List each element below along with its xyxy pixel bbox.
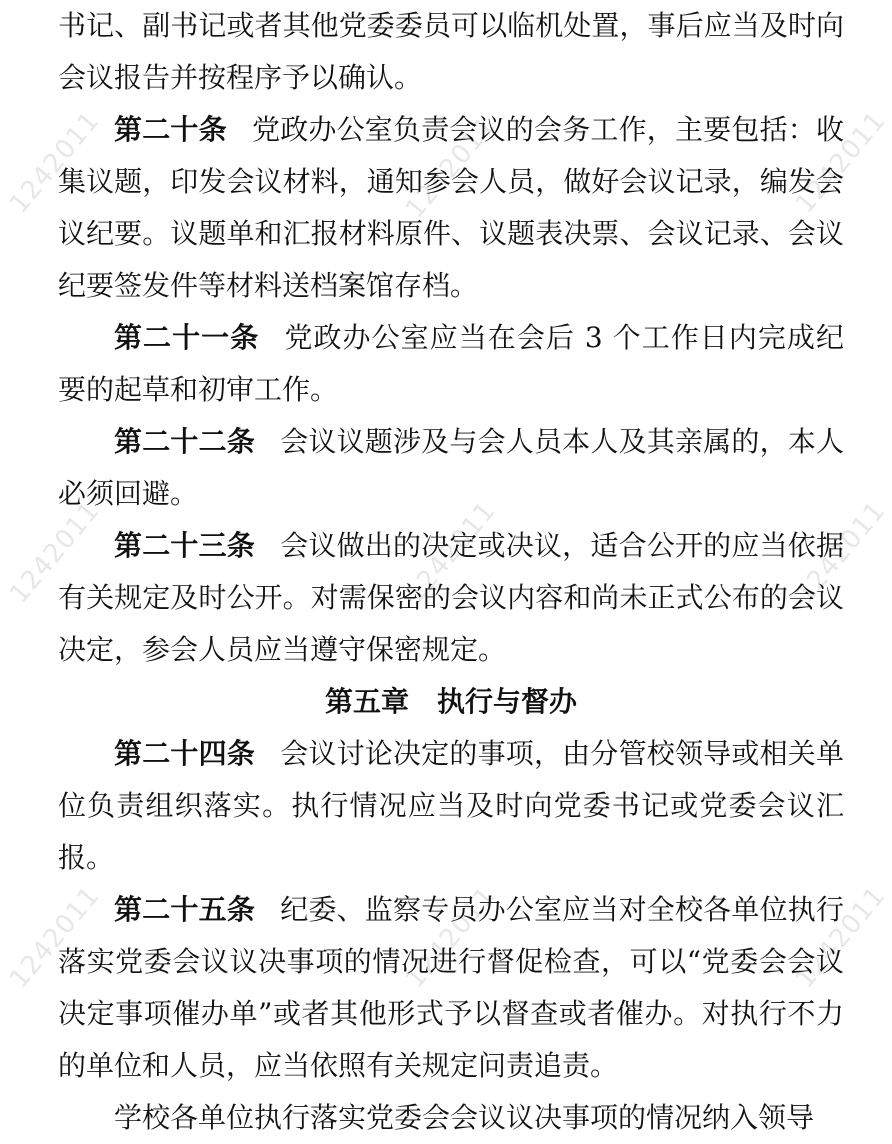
paragraph-continuation bbox=[58, 0, 844, 104]
watermark: 1242011 bbox=[790, 495, 892, 610]
article-number: 第二十一条 bbox=[114, 321, 260, 354]
paragraph-text: 会议讨论决定的事项，由分管校领导或相关单位负责组织落实。执行情况应当及时向党委书记或党委会议汇报。 bbox=[58, 737, 844, 874]
article-number: 第二十二条 bbox=[114, 425, 255, 458]
article-24 bbox=[58, 728, 844, 884]
article-number: 第二十四条 bbox=[114, 737, 255, 770]
watermark: 1242011 bbox=[790, 880, 892, 995]
article-number: 第二十条 bbox=[114, 113, 227, 146]
article-number: 第二十五条 bbox=[114, 893, 255, 926]
paragraph-text: 书记、副书记或者其他党委委员可以临机处置，事后应当及时向会议报告并按程序予以确认。 bbox=[58, 9, 844, 94]
article-20 bbox=[58, 104, 844, 312]
watermark: 1242011 bbox=[4, 105, 106, 220]
chapter-heading: 第五章 执行与督办 bbox=[324, 685, 577, 718]
watermark: 1242011 bbox=[400, 495, 502, 610]
article-21 bbox=[58, 312, 844, 416]
watermark: 1242011 bbox=[4, 880, 106, 995]
paragraph-text: 党政办公室应当在会后 3 个工作日内完成纪要的起草和初审工作。 bbox=[58, 321, 844, 406]
article-number: 第二十三条 bbox=[114, 529, 255, 562]
article-23 bbox=[58, 520, 844, 676]
article-22 bbox=[58, 416, 844, 520]
paragraph-text: 会议议题涉及与会人员本人及其亲属的，本人必须回避。 bbox=[58, 425, 844, 510]
paragraph-text: 党政办公室负责会议的会务工作，主要包括：收集议题，印发会议材料，通知参会人员，做好会议记录，编发会议纪要。议题单和汇报材料原件、议题表决票、会议记录、会议纪要签发件等材料送档案馆存档。 bbox=[58, 113, 844, 302]
paragraph-text: 学校各单位执行落实党委会会议议决事项的情况纳入领导 bbox=[114, 1101, 815, 1134]
watermark: 1242011 bbox=[400, 110, 502, 225]
watermark: 1242011 bbox=[400, 880, 502, 995]
document-page bbox=[58, 0, 844, 1144]
article-25 bbox=[58, 884, 844, 1092]
paragraph-plain bbox=[58, 1092, 844, 1144]
watermark: 1242011 bbox=[4, 495, 106, 610]
paragraph-text: 会议做出的决定或决议，适合公开的应当依据有关规定及时公开。对需保密的会议内容和尚未正式公布的会议决定，参会人员应当遵守保密规定。 bbox=[58, 529, 844, 666]
paragraph-text: 纪委、监察专员办公室应当对全校各单位执行落实党委会议议决事项的情况进行督促检查，可以“党委会会议决定事项催办单”或者其他形式予以督查或者催办。对执行不力的单位和人员，应当依照有关规定问责追责。 bbox=[58, 893, 844, 1082]
watermark: 1242011 bbox=[790, 105, 892, 220]
